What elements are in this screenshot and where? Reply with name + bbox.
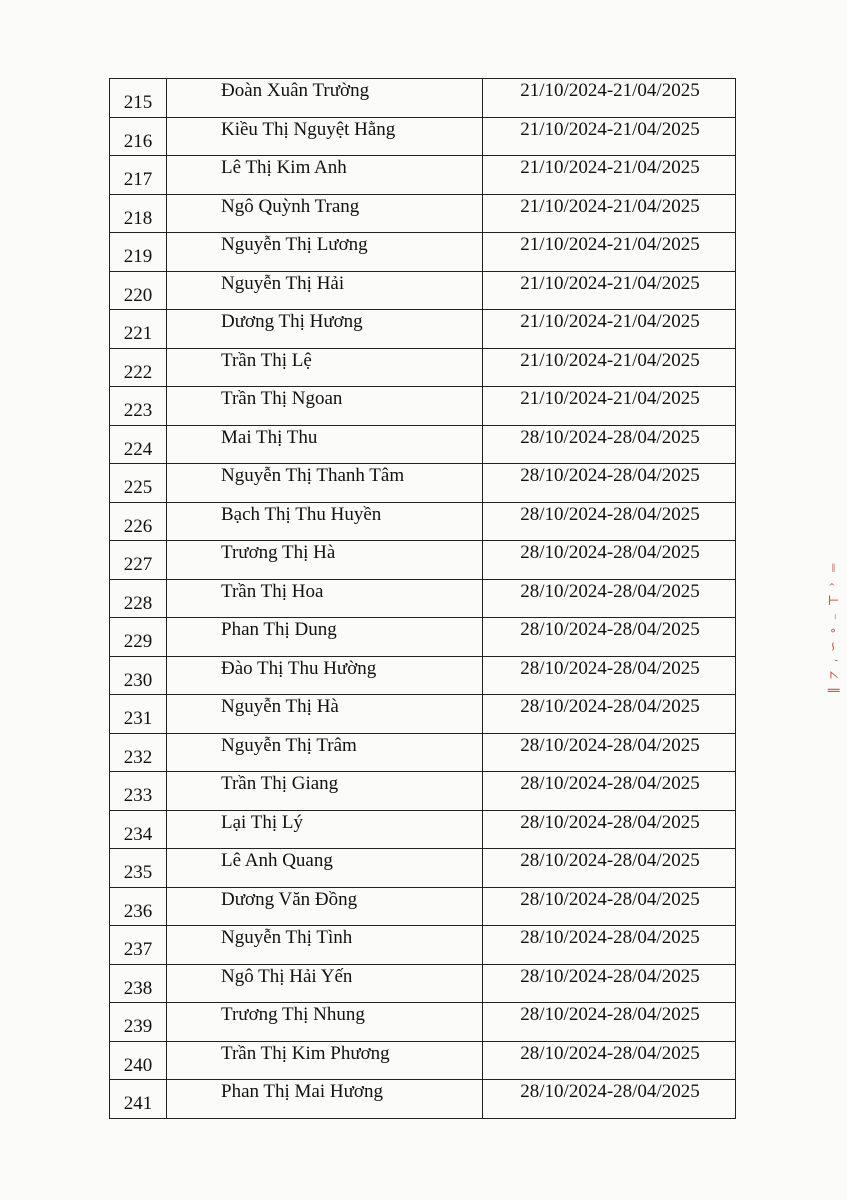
row-number: 223 [123, 400, 153, 421]
contract-period: 21/10/2024-21/04/2025 [520, 349, 700, 371]
employee-name-cell [167, 887, 483, 926]
employee-name-cell [167, 271, 483, 310]
row-number-cell [110, 810, 167, 849]
contract-period: 28/10/2024-28/04/2025 [520, 773, 700, 794]
table-row [110, 733, 736, 772]
contract-period-cell [483, 194, 736, 233]
row-number: 239 [123, 1016, 153, 1037]
contract-period-cell [483, 387, 736, 426]
contract-period-cell [483, 1003, 736, 1042]
row-number: 219 [123, 246, 153, 267]
employee-name: Trương Thị Nhung [221, 1004, 365, 1025]
table-row [110, 964, 736, 1003]
employee-name-cell [167, 348, 483, 387]
row-number: 238 [123, 977, 153, 999]
contract-period-cell [483, 772, 736, 811]
employee-name: Ngô Thị Hải Yến [221, 965, 353, 987]
employee-name-cell [167, 541, 483, 580]
employee-name-cell [167, 810, 483, 849]
contract-period-cell [483, 310, 736, 349]
table-row [110, 348, 736, 387]
table-row [110, 310, 736, 349]
row-number-cell [110, 541, 167, 580]
employee-name: Ngô Quỳnh Trang [221, 195, 360, 217]
contract-period: 28/10/2024-28/04/2025 [520, 1004, 700, 1025]
employee-name: Đào Thị Thu Hường [221, 657, 377, 679]
table-row [110, 656, 736, 695]
employee-name-cell [167, 1080, 483, 1119]
table-row [110, 772, 736, 811]
table-row [110, 156, 736, 195]
contract-period: 21/10/2024-21/04/2025 [520, 118, 700, 140]
contract-period: 28/10/2024-28/04/2025 [520, 465, 700, 486]
employee-name-cell [167, 926, 483, 965]
employee-name: Trần Thị Kim Phương [221, 1042, 390, 1064]
table-row [110, 387, 736, 426]
employee-name-cell [167, 695, 483, 734]
contract-period: 28/10/2024-28/04/2025 [520, 696, 700, 717]
table-row [110, 1003, 736, 1042]
table-row [110, 464, 736, 503]
contract-period-cell [483, 79, 736, 118]
row-number-cell [110, 348, 167, 387]
row-number-cell [110, 502, 167, 541]
contract-period-cell [483, 579, 736, 618]
employee-name-cell [167, 849, 483, 888]
contract-period: 21/10/2024-21/04/2025 [520, 234, 700, 255]
row-number: 225 [123, 477, 153, 498]
employee-name-cell [167, 117, 483, 156]
row-number: 217 [123, 169, 153, 190]
contract-period-cell [483, 887, 736, 926]
table-row [110, 117, 736, 156]
row-number-cell [110, 79, 167, 118]
table-row [110, 1080, 736, 1119]
contract-period: 28/10/2024-28/04/2025 [520, 542, 700, 563]
contract-period-cell [483, 1041, 736, 1080]
contract-period: 21/10/2024-21/04/2025 [520, 80, 700, 101]
contract-period-cell [483, 156, 736, 195]
contract-period-cell [483, 233, 736, 272]
table-row [110, 233, 736, 272]
row-number: 241 [123, 1093, 153, 1114]
row-number: 237 [123, 939, 153, 960]
table-row [110, 194, 736, 233]
row-number-cell [110, 233, 167, 272]
employee-name: Lê Thị Kim Anh [221, 157, 347, 178]
employee-name-cell [167, 425, 483, 464]
employee-name-cell [167, 79, 483, 118]
contract-period: 28/10/2024-28/04/2025 [520, 619, 700, 640]
contract-period: 21/10/2024-21/04/2025 [520, 195, 700, 217]
contract-period-cell [483, 656, 736, 695]
row-number-cell [110, 618, 167, 657]
row-number: 227 [123, 554, 153, 575]
employee-name: Trần Thị Lệ [221, 349, 312, 371]
row-number: 221 [123, 323, 153, 344]
contract-period-cell [483, 1080, 736, 1119]
employee-name: Mai Thị Thu [221, 426, 318, 448]
employee-name-cell [167, 1003, 483, 1042]
row-number-cell [110, 887, 167, 926]
row-number: 236 [123, 900, 153, 922]
contract-period: 28/10/2024-28/04/2025 [520, 426, 700, 448]
contract-period-cell [483, 618, 736, 657]
employee-name-cell [167, 964, 483, 1003]
row-number-cell [110, 772, 167, 811]
contract-period: 21/10/2024-21/04/2025 [520, 388, 700, 409]
employee-name: Phan Thị Dung [221, 619, 337, 640]
contract-period-cell [483, 926, 736, 965]
row-number: 229 [123, 631, 153, 652]
employee-name: Đoàn Xuân Trường [221, 80, 370, 101]
employee-name-cell [167, 579, 483, 618]
row-number: 234 [123, 823, 153, 845]
row-number-cell [110, 117, 167, 156]
table-row [110, 926, 736, 965]
row-number: 218 [123, 207, 153, 229]
row-number: 220 [123, 284, 153, 306]
table-body [110, 79, 736, 1119]
table-row [110, 541, 736, 580]
red-stamp-mark: ‖ ‹ ⊥ ⁻ ∘ ∽ ′ ∠ ∥ [826, 560, 841, 696]
employee-name: Trần Thị Ngoan [221, 388, 343, 409]
table-row [110, 271, 736, 310]
employee-name-cell [167, 772, 483, 811]
row-number: 240 [123, 1054, 153, 1076]
row-number-cell [110, 425, 167, 464]
employee-name: Lại Thị Lý [221, 811, 303, 833]
row-number-cell [110, 656, 167, 695]
contract-period: 28/10/2024-28/04/2025 [520, 850, 700, 871]
contract-period: 21/10/2024-21/04/2025 [520, 272, 700, 294]
row-number-cell [110, 964, 167, 1003]
contract-period: 28/10/2024-28/04/2025 [520, 927, 700, 948]
table-row [110, 425, 736, 464]
table-row [110, 849, 736, 888]
row-number: 215 [123, 92, 153, 113]
contract-period: 28/10/2024-28/04/2025 [520, 811, 700, 833]
employee-name: Kiều Thị Nguyệt Hằng [221, 118, 396, 140]
row-number: 226 [123, 515, 153, 537]
row-number-cell [110, 695, 167, 734]
contract-period-cell [483, 271, 736, 310]
row-number-cell [110, 1041, 167, 1080]
contract-period: 28/10/2024-28/04/2025 [520, 503, 700, 525]
contract-period-cell [483, 810, 736, 849]
row-number: 231 [123, 708, 153, 729]
row-number: 222 [123, 361, 153, 383]
table-row [110, 579, 736, 618]
contract-period-cell [483, 348, 736, 387]
row-number-cell [110, 387, 167, 426]
employee-name: Bạch Thị Thu Huyền [221, 503, 382, 525]
employee-name: Nguyễn Thị Thanh Tâm [221, 465, 405, 486]
table-row [110, 810, 736, 849]
row-number: 224 [123, 438, 153, 460]
employee-name: Nguyễn Thị Tình [221, 927, 353, 948]
employee-name: Lê Anh Quang [221, 850, 333, 871]
row-number-cell [110, 579, 167, 618]
employee-name: Dương Thị Hương [221, 311, 363, 332]
contract-period-cell [483, 849, 736, 888]
contract-period: 28/10/2024-28/04/2025 [520, 1081, 700, 1102]
table-row [110, 502, 736, 541]
table-row [110, 695, 736, 734]
contract-period-cell [483, 117, 736, 156]
row-number: 230 [123, 669, 153, 691]
employee-list-table [109, 78, 736, 1119]
employee-name-cell [167, 1041, 483, 1080]
contract-period: 28/10/2024-28/04/2025 [520, 888, 700, 910]
employee-name: Dương Văn Đồng [221, 888, 358, 910]
row-number: 233 [123, 785, 153, 806]
employee-name: Trần Thị Hoa [221, 580, 324, 602]
employee-name: Trương Thị Hà [221, 542, 336, 563]
row-number-cell [110, 1003, 167, 1042]
row-number-cell [110, 1080, 167, 1119]
row-number: 216 [123, 130, 153, 152]
employee-name: Nguyễn Thị Trâm [221, 734, 357, 756]
contract-period-cell [483, 425, 736, 464]
table-row [110, 618, 736, 657]
contract-period-cell [483, 541, 736, 580]
employee-name: Nguyễn Thị Lương [221, 234, 368, 255]
contract-period: 28/10/2024-28/04/2025 [520, 965, 700, 987]
contract-period: 28/10/2024-28/04/2025 [520, 1042, 700, 1064]
employee-name: Nguyễn Thị Hải [221, 272, 345, 294]
row-number-cell [110, 464, 167, 503]
employee-name-cell [167, 387, 483, 426]
contract-period: 28/10/2024-28/04/2025 [520, 657, 700, 679]
contract-period: 21/10/2024-21/04/2025 [520, 311, 700, 332]
table-row [110, 887, 736, 926]
row-number: 232 [123, 746, 153, 768]
row-number: 228 [123, 592, 153, 614]
employee-name: Trần Thị Giang [221, 773, 339, 794]
row-number-cell [110, 156, 167, 195]
row-number-cell [110, 733, 167, 772]
contract-period-cell [483, 964, 736, 1003]
contract-period-cell [483, 733, 736, 772]
row-number-cell [110, 271, 167, 310]
row-number-cell [110, 194, 167, 233]
row-number-cell [110, 926, 167, 965]
contract-period: 21/10/2024-21/04/2025 [520, 157, 700, 178]
employee-name-cell [167, 233, 483, 272]
row-number-cell [110, 849, 167, 888]
contract-period: 28/10/2024-28/04/2025 [520, 580, 700, 602]
contract-period-cell [483, 464, 736, 503]
contract-period-cell [483, 502, 736, 541]
table-row [110, 1041, 736, 1080]
employee-name-cell [167, 310, 483, 349]
table-row [110, 79, 736, 118]
contract-period-cell [483, 695, 736, 734]
employee-name-cell [167, 194, 483, 233]
row-number-cell [110, 310, 167, 349]
employee-name-cell [167, 656, 483, 695]
employee-name: Nguyễn Thị Hà [221, 696, 339, 717]
employee-name-cell [167, 464, 483, 503]
row-number: 235 [123, 862, 153, 883]
employee-name: Phan Thị Mai Hương [221, 1081, 383, 1102]
employee-name-cell [167, 502, 483, 541]
contract-period: 28/10/2024-28/04/2025 [520, 734, 700, 756]
employee-name-cell [167, 733, 483, 772]
employee-name-cell [167, 156, 483, 195]
employee-name-cell [167, 618, 483, 657]
